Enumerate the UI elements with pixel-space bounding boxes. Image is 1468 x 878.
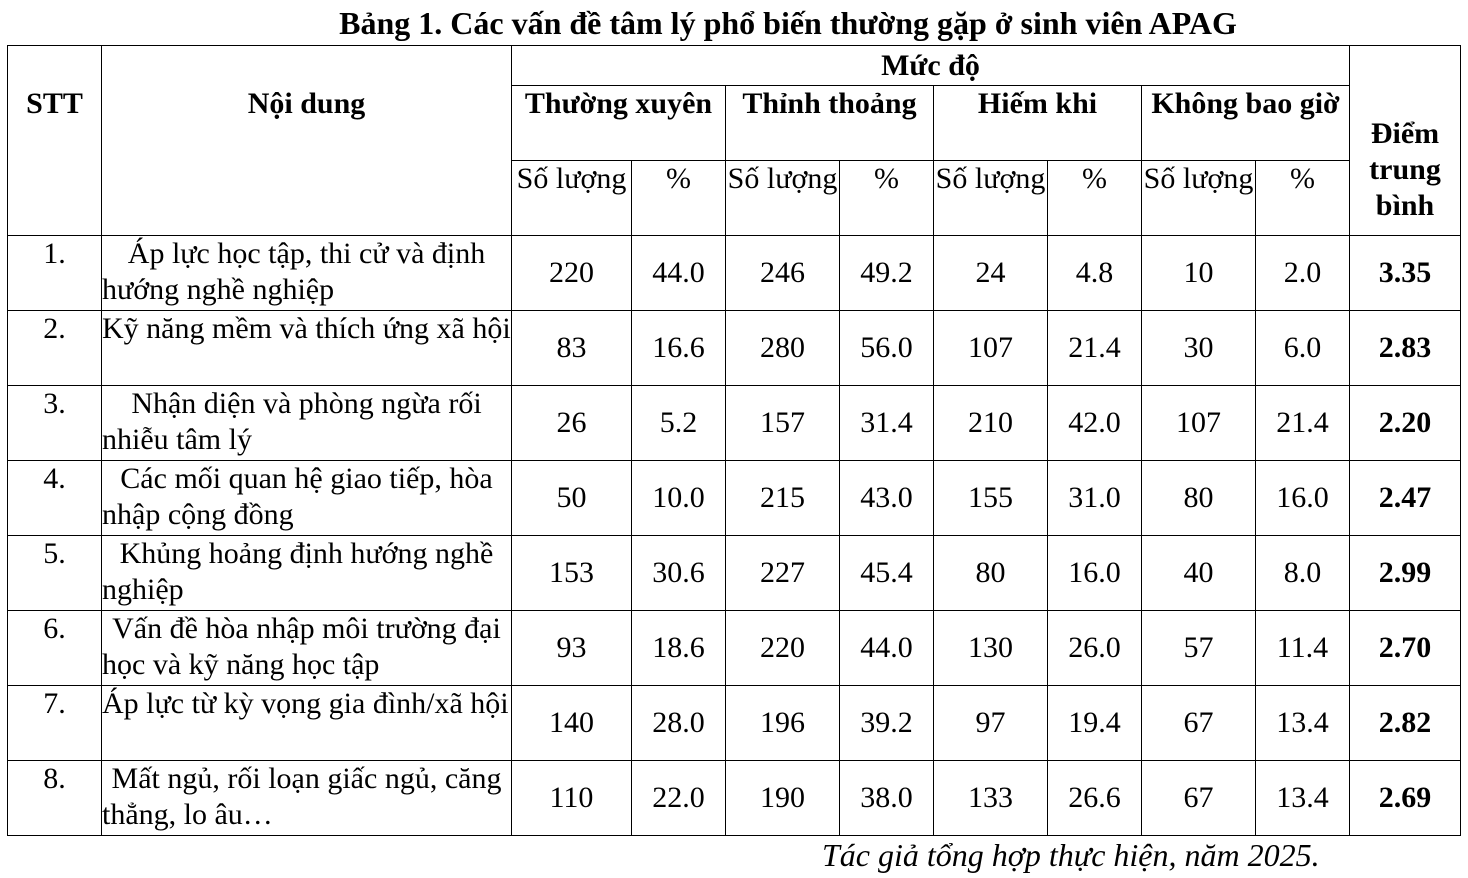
average-score-cell: 2.20 <box>1350 386 1461 461</box>
header-level: Mức độ <box>512 46 1350 86</box>
table-row <box>8 386 1461 461</box>
count-cell: 107 <box>1142 386 1256 461</box>
count-cell: 97 <box>934 686 1048 761</box>
row-number: 1. <box>8 236 102 311</box>
header-count: Số lượng <box>512 161 632 236</box>
row-content: Nhận diện và phòng ngừa rối nhiễu tâm lý <box>102 386 512 461</box>
count-cell: 246 <box>726 236 840 311</box>
percent-cell: 16.6 <box>632 311 726 386</box>
percent-cell: 42.0 <box>1048 386 1142 461</box>
percent-cell: 19.4 <box>1048 686 1142 761</box>
count-cell: 215 <box>726 461 840 536</box>
header-percent: % <box>632 161 726 236</box>
count-cell: 130 <box>934 611 1048 686</box>
table-row <box>8 461 1461 536</box>
percent-cell: 31.0 <box>1048 461 1142 536</box>
header-average: Điểm trung bình <box>1350 46 1461 236</box>
table-row <box>8 311 1461 386</box>
header-percent: % <box>1256 161 1350 236</box>
table-row <box>8 761 1461 836</box>
table-title: Bảng 1. Các vấn đề tâm lý phổ biến thường gặp ở sinh viên APAG <box>339 5 1237 41</box>
percent-cell: 28.0 <box>632 686 726 761</box>
percent-cell: 4.8 <box>1048 236 1142 311</box>
row-number: 5. <box>8 536 102 611</box>
header-group-sometimes: Thỉnh thoảng <box>726 86 934 161</box>
percent-cell: 22.0 <box>632 761 726 836</box>
count-cell: 133 <box>934 761 1048 836</box>
count-cell: 40 <box>1142 536 1256 611</box>
table-row <box>8 611 1461 686</box>
average-score-cell: 2.82 <box>1350 686 1461 761</box>
row-number: 7. <box>8 686 102 761</box>
percent-cell: 18.6 <box>632 611 726 686</box>
percent-cell: 10.0 <box>632 461 726 536</box>
table-row <box>8 236 1461 311</box>
average-score-cell: 2.69 <box>1350 761 1461 836</box>
percent-cell: 30.6 <box>632 536 726 611</box>
header-group-frequent: Thường xuyên <box>512 86 726 161</box>
percent-cell: 39.2 <box>840 686 934 761</box>
percent-cell: 21.4 <box>1256 386 1350 461</box>
source-note: Tác giả tổng hợp thực hiện, năm 2025. <box>822 837 1320 873</box>
row-content: Mất ngủ, rối loạn giấc ngủ, căng thẳng, lo âu… <box>102 761 512 836</box>
header-percent: % <box>1048 161 1142 236</box>
count-cell: 107 <box>934 311 1048 386</box>
percent-cell: 44.0 <box>632 236 726 311</box>
average-score-cell: 2.83 <box>1350 311 1461 386</box>
data-table <box>7 45 1461 836</box>
average-score-cell: 2.47 <box>1350 461 1461 536</box>
count-cell: 190 <box>726 761 840 836</box>
header-percent: % <box>840 161 934 236</box>
count-cell: 50 <box>512 461 632 536</box>
count-cell: 153 <box>512 536 632 611</box>
header-count: Số lượng <box>726 161 840 236</box>
header-group-never: Không bao giờ <box>1142 86 1350 161</box>
percent-cell: 45.4 <box>840 536 934 611</box>
percent-cell: 43.0 <box>840 461 934 536</box>
row-content: Khủng hoảng định hướng nghề nghiệp <box>102 536 512 611</box>
percent-cell: 26.6 <box>1048 761 1142 836</box>
count-cell: 140 <box>512 686 632 761</box>
row-content: Áp lực học tập, thi cử và định hướng nghề nghiệp <box>102 236 512 311</box>
percent-cell: 5.2 <box>632 386 726 461</box>
count-cell: 157 <box>726 386 840 461</box>
header-content: Nội dung <box>102 46 512 236</box>
row-number: 4. <box>8 461 102 536</box>
count-cell: 196 <box>726 686 840 761</box>
row-number: 6. <box>8 611 102 686</box>
count-cell: 67 <box>1142 761 1256 836</box>
percent-cell: 11.4 <box>1256 611 1350 686</box>
percent-cell: 26.0 <box>1048 611 1142 686</box>
count-cell: 220 <box>512 236 632 311</box>
count-cell: 30 <box>1142 311 1256 386</box>
count-cell: 227 <box>726 536 840 611</box>
count-cell: 280 <box>726 311 840 386</box>
percent-cell: 6.0 <box>1256 311 1350 386</box>
header-group-rarely: Hiếm khi <box>934 86 1142 161</box>
percent-cell: 2.0 <box>1256 236 1350 311</box>
row-content: Vấn đề hòa nhập môi trường đại học và kỹ năng học tập <box>102 611 512 686</box>
percent-cell: 8.0 <box>1256 536 1350 611</box>
percent-cell: 31.4 <box>840 386 934 461</box>
table-row <box>8 686 1461 761</box>
count-cell: 110 <box>512 761 632 836</box>
count-cell: 210 <box>934 386 1048 461</box>
count-cell: 67 <box>1142 686 1256 761</box>
row-content: Các mối quan hệ giao tiếp, hòa nhập cộng đồng <box>102 461 512 536</box>
count-cell: 93 <box>512 611 632 686</box>
count-cell: 83 <box>512 311 632 386</box>
count-cell: 10 <box>1142 236 1256 311</box>
percent-cell: 13.4 <box>1256 761 1350 836</box>
row-content: Kỹ năng mềm và thích ứng xã hội <box>102 311 512 386</box>
percent-cell: 13.4 <box>1256 686 1350 761</box>
row-content: Áp lực từ kỳ vọng gia đình/xã hội <box>102 686 512 761</box>
average-score-cell: 3.35 <box>1350 236 1461 311</box>
row-number: 8. <box>8 761 102 836</box>
row-number: 3. <box>8 386 102 461</box>
percent-cell: 16.0 <box>1048 536 1142 611</box>
percent-cell: 44.0 <box>840 611 934 686</box>
count-cell: 80 <box>934 536 1048 611</box>
count-cell: 24 <box>934 236 1048 311</box>
count-cell: 80 <box>1142 461 1256 536</box>
row-number: 2. <box>8 311 102 386</box>
count-cell: 220 <box>726 611 840 686</box>
header-count: Số lượng <box>934 161 1048 236</box>
header-stt: STT <box>8 46 102 236</box>
count-cell: 26 <box>512 386 632 461</box>
average-score-cell: 2.99 <box>1350 536 1461 611</box>
percent-cell: 21.4 <box>1048 311 1142 386</box>
average-score-cell: 2.70 <box>1350 611 1461 686</box>
percent-cell: 16.0 <box>1256 461 1350 536</box>
table-row <box>8 536 1461 611</box>
percent-cell: 38.0 <box>840 761 934 836</box>
percent-cell: 56.0 <box>840 311 934 386</box>
count-cell: 57 <box>1142 611 1256 686</box>
count-cell: 155 <box>934 461 1048 536</box>
percent-cell: 49.2 <box>840 236 934 311</box>
header-count: Số lượng <box>1142 161 1256 236</box>
